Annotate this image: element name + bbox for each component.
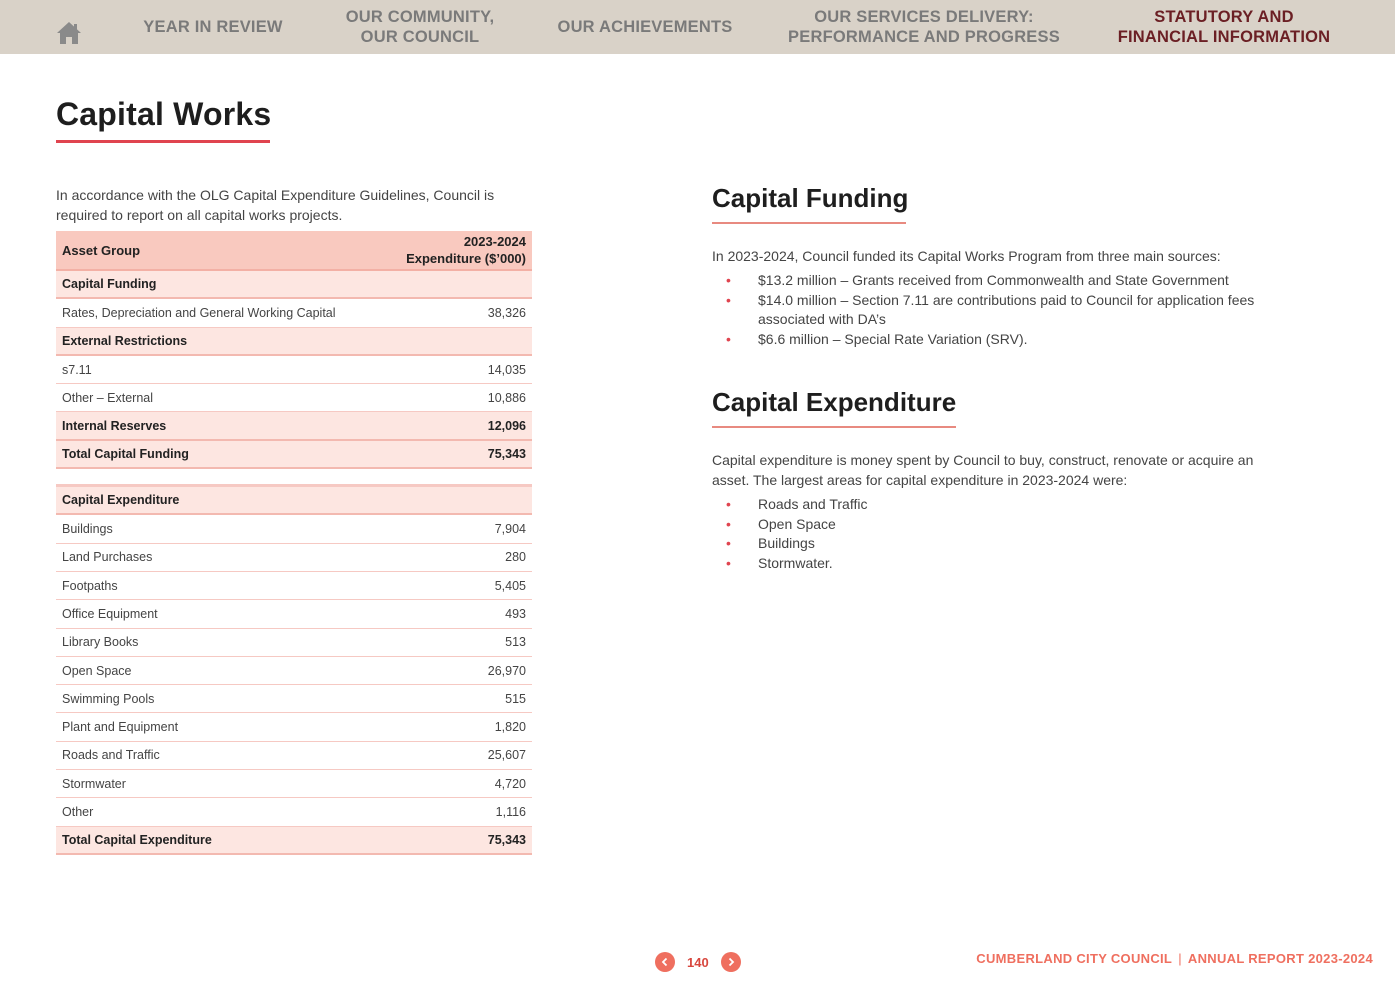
list-item: • $13.2 million – Grants received from Commonwealth and State Government	[712, 271, 1282, 291]
page-number: 140	[687, 954, 709, 970]
table-row	[56, 798, 532, 826]
header-expenditure	[406, 233, 526, 267]
table-row	[56, 299, 532, 327]
table-row	[56, 770, 532, 798]
table-row	[56, 356, 532, 384]
capital-expenditure-intro: Capital expenditure is money spent by Council to buy, construct, renovate or acquire an asset. The largest areas for capital expenditure in 2023-2024 were:	[712, 452, 1254, 488]
row-label: Swimming Pools	[62, 691, 155, 706]
table-row	[56, 328, 532, 356]
report-name: ANNUAL REPORT 2023-2024	[1187, 951, 1373, 966]
row-value: 10,886	[487, 390, 526, 405]
list-item: • Buildings	[712, 534, 1282, 554]
table-row	[56, 600, 532, 628]
row-label: Land Purchases	[62, 550, 153, 565]
capital-funding-intro: In 2023-2024, Council funded its Capital Works Program from three main sources:	[712, 248, 1221, 264]
capital-funding-underline	[712, 222, 906, 224]
row-label: Capital Expenditure	[62, 493, 180, 508]
footer-separator: |	[1178, 951, 1182, 966]
row-label: Plant and Equipment	[62, 720, 179, 735]
header-unit: Expenditure ($’000)	[406, 251, 526, 266]
list-item: • $6.6 million – Special Rate Variation (SRV).	[712, 330, 1282, 350]
table-row	[56, 685, 532, 713]
table-row	[56, 384, 532, 412]
row-value: 7,904	[494, 522, 526, 537]
row-value: 4,720	[494, 776, 526, 791]
header-year: 2023-2024	[463, 234, 526, 249]
row-label: Open Space	[62, 663, 132, 678]
nav-our-community[interactable]: OUR COMMUNITY, OUR COUNCIL	[345, 8, 495, 46]
chevron-right-icon	[726, 957, 736, 967]
table-row	[56, 487, 532, 515]
table-section-spacer	[56, 469, 532, 487]
home-icon[interactable]	[56, 20, 82, 46]
row-label: Roads and Traffic	[62, 748, 160, 763]
top-nav	[0, 0, 1395, 54]
table-row	[56, 572, 532, 600]
row-value: 515	[505, 691, 526, 706]
row-label: Total Capital Funding	[62, 446, 189, 461]
intro-text: In accordance with the OLG Capital Expenditure Guidelines, Council is required to report on all capital works projects.	[56, 187, 495, 223]
row-label: Internal Reserves	[62, 418, 167, 433]
row-value: 26,970	[487, 663, 526, 678]
row-value: 25,607	[487, 748, 526, 763]
row-value: 38,326	[487, 305, 526, 320]
table-row	[56, 713, 532, 741]
footer-brand	[976, 951, 1373, 966]
pager	[655, 952, 741, 972]
nav-statutory-financial[interactable]: STATUTORY AND FINANCIAL INFORMATION	[1117, 8, 1331, 46]
row-label: Other – External	[62, 390, 154, 405]
page-title: Capital Works	[56, 96, 272, 132]
row-value: 1,820	[494, 720, 526, 735]
nav-our-achievements[interactable]: OUR ACHIEVEMENTS	[557, 18, 733, 36]
row-label: Capital Funding	[62, 277, 157, 292]
title-underline	[56, 140, 270, 143]
prev-page-button[interactable]	[655, 952, 675, 972]
row-label: Other	[62, 804, 94, 819]
capital-expenditure-heading: Capital Expenditure	[712, 387, 957, 417]
capital-expenditure-list	[712, 495, 1282, 573]
row-value: 493	[505, 606, 526, 621]
row-value: 14,035	[487, 362, 526, 377]
list-item: • Open Space	[712, 515, 1282, 535]
table-row	[56, 515, 532, 543]
table-row	[56, 271, 532, 299]
row-label: External Restrictions	[62, 333, 188, 348]
row-label: Office Equipment	[62, 606, 158, 621]
row-value: 75,343	[487, 832, 526, 847]
row-label: s7.11	[62, 362, 92, 377]
table-row	[56, 412, 532, 440]
row-label: Buildings	[62, 522, 113, 537]
capital-funding-heading: Capital Funding	[712, 183, 909, 213]
nav-year-in-review[interactable]: YEAR IN REVIEW	[143, 18, 283, 36]
chevron-left-icon	[660, 957, 670, 967]
table-row	[56, 629, 532, 657]
row-value: 5,405	[494, 578, 526, 593]
row-value: 280	[505, 550, 526, 565]
row-label: Total Capital Expenditure	[62, 832, 212, 847]
row-value: 513	[505, 635, 526, 650]
capital-funding-list	[712, 271, 1282, 349]
council-name: CUMBERLAND CITY COUNCIL	[976, 951, 1173, 966]
next-page-button[interactable]	[721, 952, 741, 972]
capital-expenditure-underline	[712, 426, 956, 428]
list-item: • $14.0 million – Section 7.11 are contributions paid to Council for application fees associated with DA’s	[712, 291, 1282, 330]
row-label: Stormwater	[62, 776, 126, 791]
table-row-total-expenditure	[56, 827, 532, 855]
table-row-total-funding	[56, 441, 532, 469]
row-label: Rates, Depreciation and General Working Capital	[62, 305, 336, 320]
row-value: 75,343	[487, 446, 526, 461]
list-item: • Roads and Traffic	[712, 495, 1282, 515]
row-value: 12,096	[487, 418, 526, 433]
row-label: Footpaths	[62, 578, 118, 593]
row-label: Library Books	[62, 635, 139, 650]
row-value: 1,116	[495, 804, 526, 819]
capital-works-table	[56, 231, 532, 855]
table-row	[56, 742, 532, 770]
table-row	[56, 544, 532, 572]
table-row	[56, 657, 532, 685]
nav-services-delivery[interactable]: OUR SERVICES DELIVERY: PERFORMANCE AND PROGRESS	[788, 8, 1060, 46]
header-asset-group: Asset Group	[62, 242, 141, 258]
table-header	[56, 231, 532, 271]
list-item: • Stormwater.	[712, 554, 1282, 574]
